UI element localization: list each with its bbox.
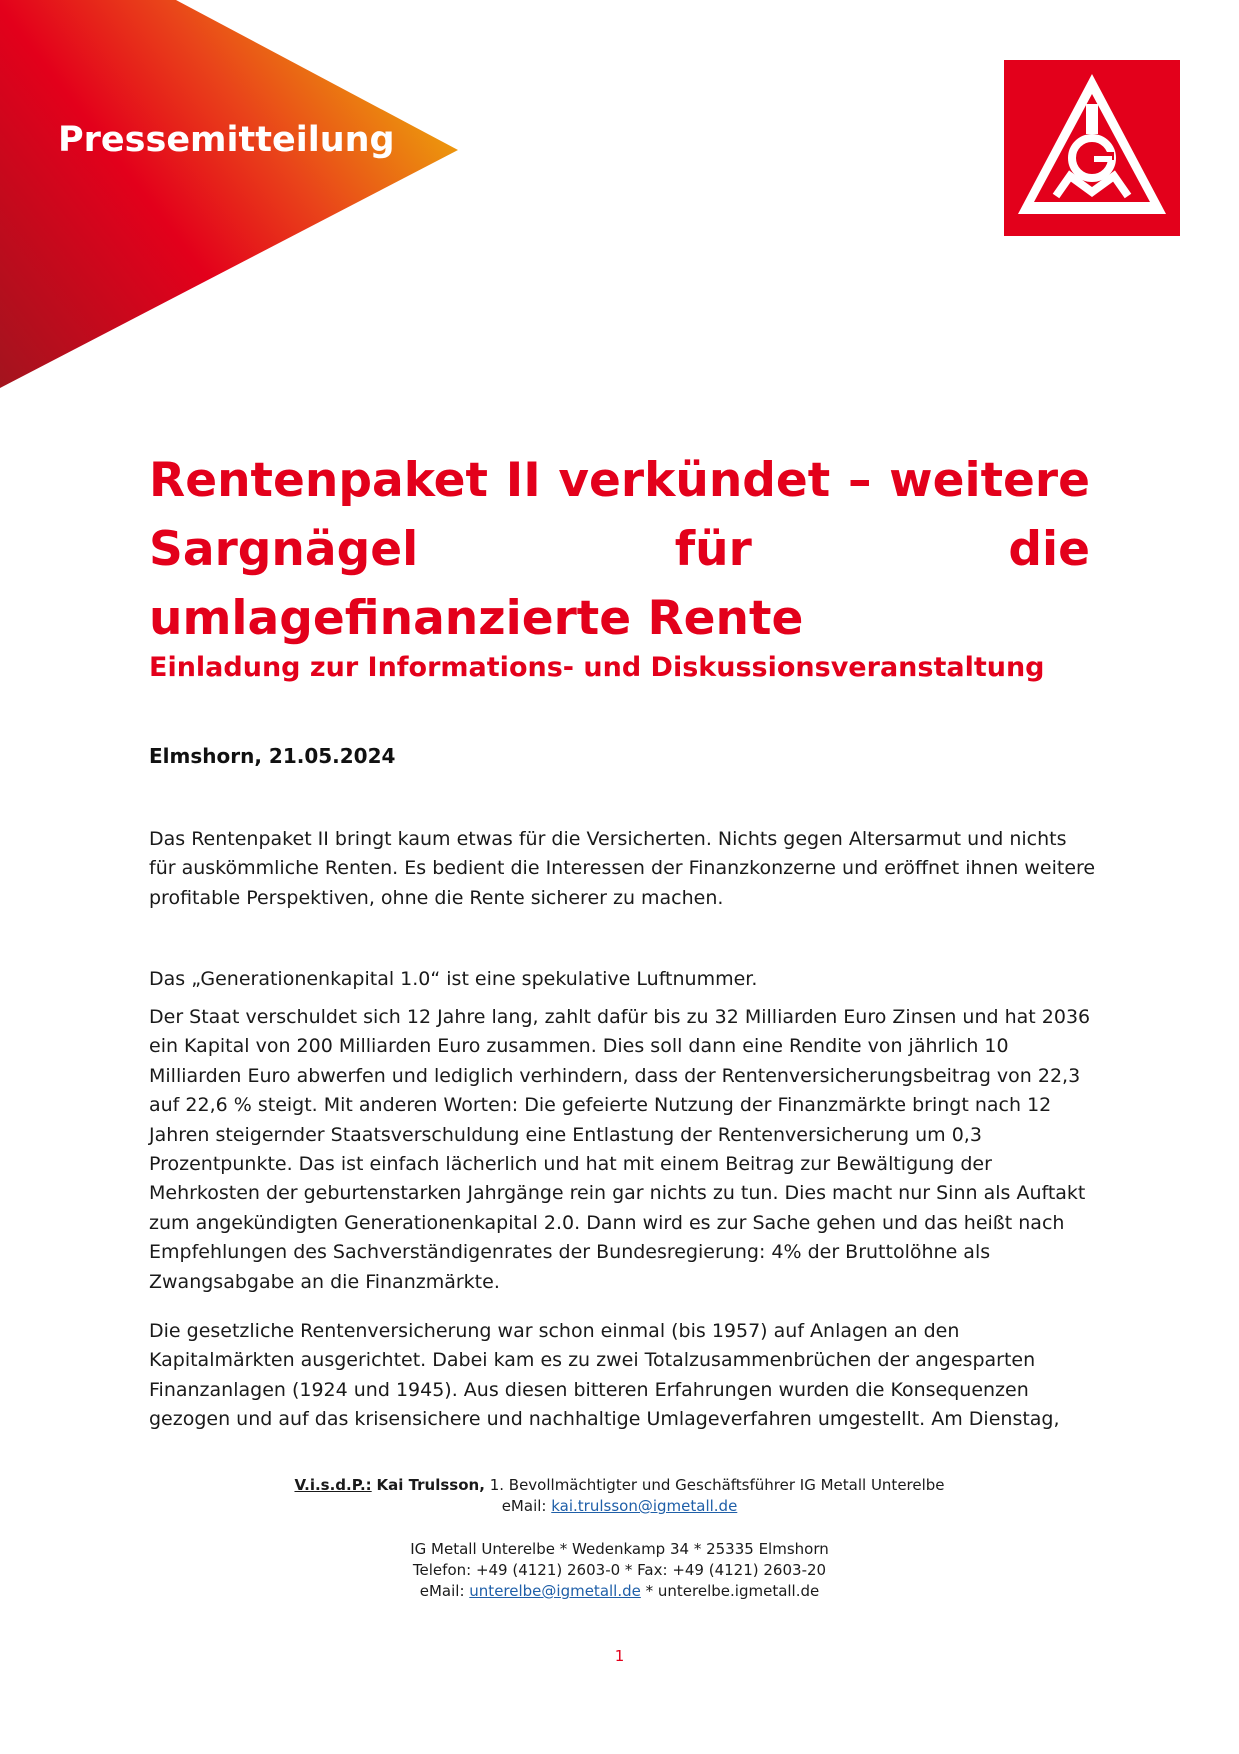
contact-email-link[interactable]: kai.trulsson@igmetall.de [551, 1497, 738, 1515]
footer-responsible-line [0, 1475, 1239, 1496]
footer-contact-email [0, 1496, 1239, 1517]
visdp-role: 1. Bevollmächtigter und Geschäftsführer IG Metall Unterelbe [489, 1476, 945, 1494]
office-email-link[interactable]: unterelbe@igmetall.de [469, 1582, 641, 1600]
body-paragraph: Der Staat verschuldet sich 12 Jahre lang, zahlt dafür bis zu 32 Milliarden Euro Zinsen und hat 2036 ein Kapital von 200 Milliarden Euro zusammen. Dies soll dann eine Rendite von jährlich 10 Milliarden Euro abwerfen und lediglich verhindern, dass der Rentenversicherungsbeitrag von 22,3 auf 22,6 % steigt. Mit anderen Worten: Die gefeierte Nutzung der Finanzmärkte bringt nach 12 Jahren steigernder Staatsverschuldung eine Entlastung der Rentenversicherung um 0,3 Prozentpunkte. Das ist einfach lächerlich und hat mit einem Beitrag zur Bewältigung der Mehrkosten der geburtenstarken Jahrgänge rein gar nichts zu tun. Dies macht nur Sinn als Auftakt zum angekündigten Generationenkapital 2.0. Dann wird es zur Sache gehen und das heißt nach Empfehlungen des Sachverständigenrates der Bundesregierung: 4% der Bruttolöhne als Zwangsabgabe an die Finanzmärkte. [149, 1006, 1091, 1293]
place-date: Elmshorn, 21.05.2024 [149, 744, 396, 768]
footer-address: IG Metall Unterelbe * Wedenkamp 34 * 25335 Elmshorn [410, 1540, 829, 1558]
footer-phone: Telefon: +49 (4121) 2603-0 * Fax: +49 (4121) 2603-20 [412, 1561, 827, 1579]
office-email-label: eMail: [419, 1582, 465, 1600]
visdp-label: V.i.s.d.P.: [294, 1476, 372, 1494]
website-text: * unterelbe.igmetall.de [645, 1582, 820, 1600]
header-gradient-triangle [0, 0, 460, 390]
body-paragraph: Das „Generationenkapital 1.0“ ist eine spekulative Luftnummer. [149, 968, 758, 990]
visdp-name: Kai Trulsson, [376, 1476, 485, 1494]
body-paragraph: Die gesetzliche Rentenversicherung war schon einmal (bis 1957) auf Anlagen an den Kapitalmärkten ausgerichtet. Dabei kam es zu zwei Totalzusammenbrüchen der angesparten Finanzanlagen (1924 und 1945). Aus diesen bitteren Erfahrungen wurden die Konsequenzen gezogen und auf das krisensichere und nachhaltige Umlageverfahren umgestellt. Am Dienstag, [149, 1320, 1060, 1431]
ig-metall-logo-icon [1004, 60, 1180, 236]
body-paragraph: Das Rentenpaket II bringt kaum etwas für die Versicherten. Nichts gegen Altersarmut und nichts für auskömmliche Renten. Es bedient die Interessen der Finanzkonzerne und eröffnet ihnen weitere profitable Perspektiven, ohne die Rente sicherer zu machen. [149, 828, 1096, 909]
page-number: 1 [614, 1647, 625, 1665]
page-title: Rentenpaket II verkündet – weitere Sargnägel für die umlagefinanzierte Rente [149, 453, 1090, 646]
page-subtitle: Einladung zur Informations- und Diskussionsveranstaltung [149, 652, 1045, 683]
email-label: eMail: [501, 1497, 547, 1515]
footer-office-contact [0, 1581, 1239, 1602]
press-release-label: Pressemitteilung [58, 120, 395, 160]
